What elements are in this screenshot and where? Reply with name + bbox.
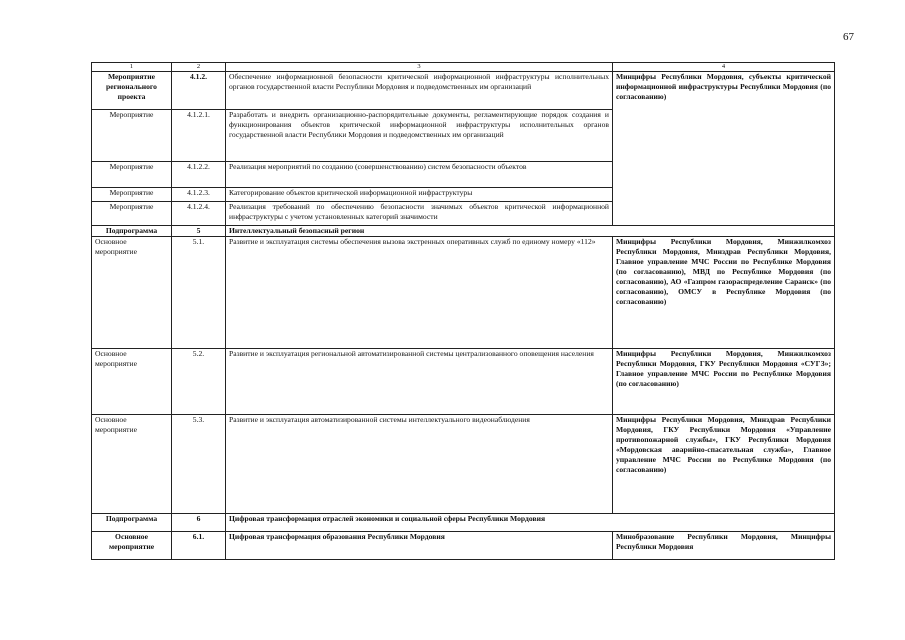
row-type: Подпрограмма <box>92 226 172 237</box>
table-row <box>92 237 835 349</box>
row-code: 4.1.2.2. <box>172 162 226 188</box>
table-row <box>92 349 835 415</box>
column-number: 2 <box>172 63 226 72</box>
page-number: 67 <box>843 31 854 43</box>
row-type: Основное мероприятие <box>92 349 172 415</box>
subprogram-row <box>92 514 835 532</box>
row-type: Основное мероприятие <box>92 532 172 560</box>
row-type: Основное мероприятие <box>92 415 172 514</box>
row-code: 4.1.2.3. <box>172 188 226 202</box>
row-type: Мероприятие регионального проекта <box>92 72 172 110</box>
row-title: Развитие и эксплуатация региональной автоматизированной системы централизованного оповещения населения <box>226 349 613 415</box>
column-number: 1 <box>92 63 172 72</box>
row-code: 6 <box>172 514 226 532</box>
row-title: Цифровая трансформация образования Республики Мордовия <box>226 532 613 560</box>
row-title: Цифровая трансформация отраслей экономики и социальной сферы Республики Мордовия <box>226 514 835 532</box>
row-title: Категорирование объектов критической информационной инфраструктуры <box>226 188 613 202</box>
row-responsible: Минобразование Республики Мордовия, Минцифры Республики Мордовия <box>613 532 835 560</box>
row-title: Обеспечение информационной безопасности критической информационной инфраструктуры исполнительных органов государственной власти Республики Мордовия и подведомственных им организаций <box>226 72 613 110</box>
table-row <box>92 532 835 560</box>
row-responsible: Минцифры Республики Мордовия, Минжилкомхоз Республики Мордовия, Минздрав Республики Мордовия, Главное управление МЧС России по Республике Мордовия (по согласованию), МВД по Республике Мордовия (по согласованию), АО «Газпром газораспределение Саранск» (по согласованию), ОМСУ в Республике Мордовия (по согласованию) <box>613 237 835 349</box>
column-number-row <box>92 63 835 72</box>
row-title: Реализация мероприятий по созданию (совершенствованию) систем безопасности объектов <box>226 162 613 188</box>
row-type: Основное мероприятие <box>92 237 172 349</box>
subprogram-row <box>92 226 835 237</box>
column-number: 3 <box>226 63 613 72</box>
row-code: 6.1. <box>172 532 226 560</box>
row-title: Развитие и эксплуатация автоматизированной системы интеллектуального видеонаблюдения <box>226 415 613 514</box>
row-title: Интеллектуальный безопасный регион <box>226 226 835 237</box>
row-type: Мероприятие <box>92 110 172 162</box>
row-type: Подпрограмма <box>92 514 172 532</box>
row-title: Реализация требований по обеспечению безопасности значимых объектов критической информационной инфраструктуры с учетом установленных категорий значимости <box>226 202 613 226</box>
row-type: Мероприятие <box>92 188 172 202</box>
row-code: 5.1. <box>172 237 226 349</box>
row-code: 4.1.2.1. <box>172 110 226 162</box>
row-code: 5.2. <box>172 349 226 415</box>
row-responsible: Минцифры Республики Мордовия, Минздрав Республики Мордовия, ГКУ Республики Мордовия «Управление противопожарной службы», ГКУ Республики Мордовия «Мордовская аварийно-спасательная служба», Главное управление МЧС России по Республике Мордовия (по согласованию) <box>613 415 835 514</box>
row-type: Мероприятие <box>92 162 172 188</box>
row-title: Развитие и эксплуатация системы обеспечения вызова экстренных оперативных служб по единому номеру «112» <box>226 237 613 349</box>
row-code: 5.3. <box>172 415 226 514</box>
program-table <box>91 62 835 560</box>
row-responsible: Минцифры Республики Мордовия, субъекты критической информационной инфраструктуры Республики Мордовия (по согласованию) <box>613 72 835 226</box>
table-row <box>92 72 835 110</box>
row-code: 4.1.2. <box>172 72 226 110</box>
column-number: 4 <box>613 63 835 72</box>
table-row <box>92 415 835 514</box>
row-code: 5 <box>172 226 226 237</box>
row-code: 4.1.2.4. <box>172 202 226 226</box>
row-responsible: Минцифры Республики Мордовия, Минжилкомхоз Республики Мордовия, ГКУ Республики Мордовия «СУГЗ»; Главное управление МЧС России по Республике Мордовия (по согласованию) <box>613 349 835 415</box>
row-type: Мероприятие <box>92 202 172 226</box>
row-title: Разработать и внедрить организационно-распорядительные документы, регламентирующие порядок создания и функционирования объектов критической информационной инфраструктуры исполнительных органов государственной власти Республики Мордовия и подведомственных им организаций <box>226 110 613 162</box>
